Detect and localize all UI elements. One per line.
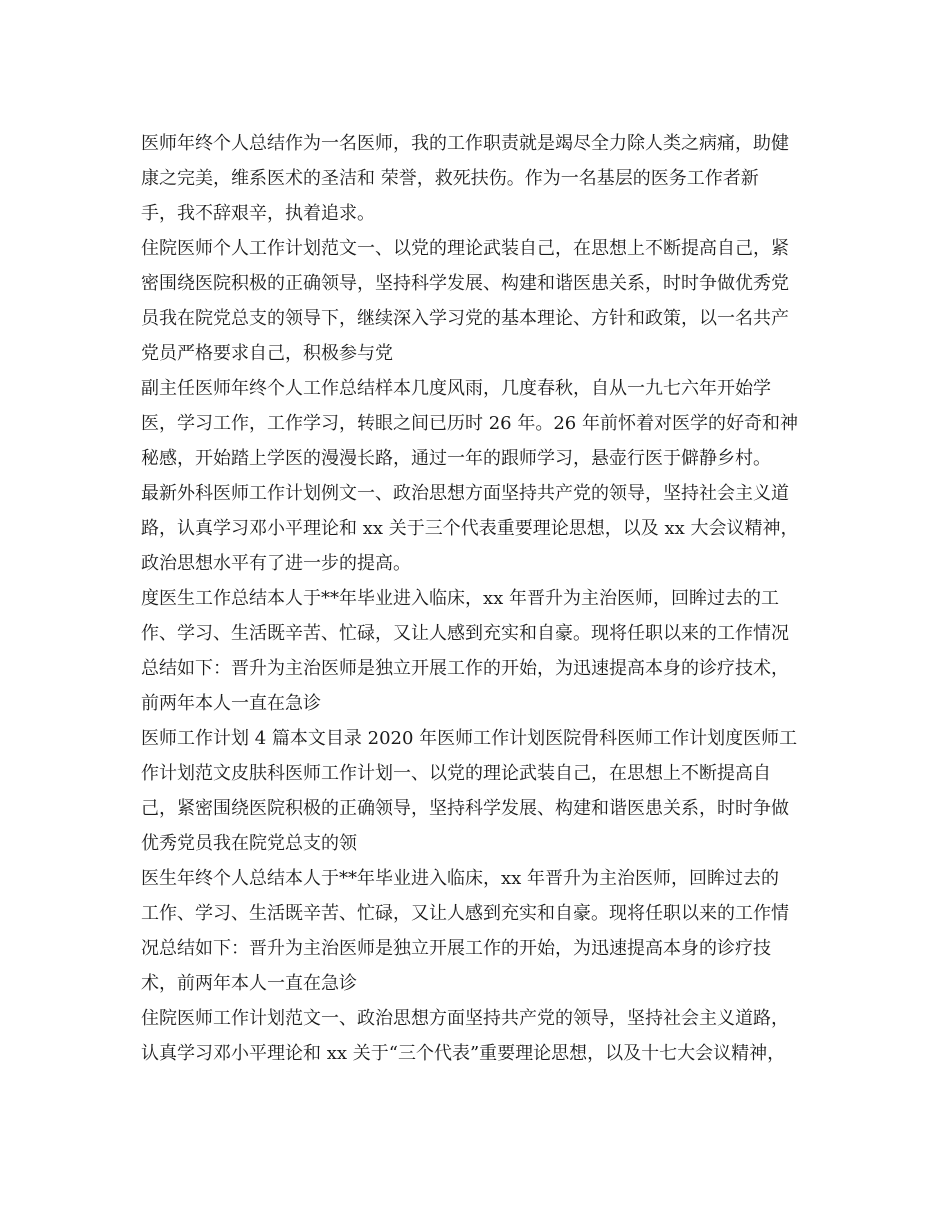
text-line: 医师年终个人总结作为一名医师，我的工作职责就是竭尽全力除人类之病痛，助健 [141,133,789,154]
text-line: 工作、学习、生活既辛苦、忙碌，又让人感到充实和自豪。现将任职以来的工作情 [141,903,789,924]
document-body [141,126,813,1071]
paragraph [141,721,813,861]
text-line: 术，前两年本人一直在急诊 [141,973,357,994]
text-line: 手，我不辞艰辛，执着追求。 [141,203,375,224]
paragraph [141,371,813,476]
text-line: 作、学习、生活既辛苦、忙碌，又让人感到充实和自豪。现将任职以来的工作情况 [141,623,789,644]
text-line: 员我在院党总支的领导下，继续深入学习党的基本理论、方针和政策，以一名共产 [141,308,789,329]
paragraph [141,1001,813,1071]
text-line: 度医生工作总结本人于**年毕业进入临床，xx 年晋升为主治医师，回眸过去的工 [141,588,780,609]
text-line: 优秀党员我在院党总支的领 [141,833,357,854]
text-line: 住院医师个人工作计划范文一、以党的理论武装自己，在思想上不断提高自己，紧 [141,238,789,259]
text-line: 医生年终个人总结本人于**年毕业进入临床，xx 年晋升为主治医师，回眸过去的 [141,868,780,889]
text-line: 总结如下：晋升为主治医师是独立开展工作的开始，为迅速提高本身的诊疗技术， [141,658,789,679]
text-line: 己，紧密围绕医院积极的正确领导，坚持科学发展、构建和谐医患关系，时时争做 [141,798,789,819]
text-line: 前两年本人一直在急诊 [141,693,321,714]
text-line: 秘感，开始踏上学医的漫漫长路，通过一年的跟师学习，悬壶行医于僻静乡村。 [141,448,771,469]
paragraph [141,861,813,1001]
text-line: 认真学习邓小平理论和 xx 关于“三个代表”重要理论思想，以及十七大会议精神， [141,1043,786,1064]
text-line: 副主任医师年终个人工作总结样本几度风雨，几度春秋，自从一九七六年开始学 [141,378,771,399]
text-line: 况总结如下：晋升为主治医师是独立开展工作的开始，为迅速提高本身的诊疗技 [141,938,771,959]
text-line: 党员严格要求自己，积极参与党 [141,343,393,364]
paragraph [141,126,813,231]
text-line: 最新外科医师工作计划例文一、政治思想方面坚持共产党的领导，坚持社会主义道 [141,483,789,504]
text-line: 政治思想水平有了进一步的提高。 [141,553,411,574]
paragraph [141,581,813,721]
text-line: 住院医师工作计划范文一、政治思想方面坚持共产党的领导，坚持社会主义道路， [141,1008,789,1029]
text-line: 路，认真学习邓小平理论和 xx 关于三个代表重要理论思想，以及 xx 大会议精神， [141,518,799,539]
text-line: 医师工作计划 4 篇本文目录 2020 年医师工作计划医院骨科医师工作计划度医师工 [141,728,798,749]
paragraph [141,231,813,371]
text-line: 作计划范文皮肤科医师工作计划一、以党的理论武装自己，在思想上不断提高自 [141,763,771,784]
text-line: 密围绕医院积极的正确领导，坚持科学发展、构建和谐医患关系，时时争做优秀党 [141,273,789,294]
text-line: 医，学习工作，工作学习，转眼之间已历时 26 年。26 年前怀着对医学的好奇和神 [141,413,798,434]
paragraph [141,476,813,581]
text-line: 康之完美，维系医术的圣洁和 荣誉，救死扶伤。作为一名基层的医务工作者新 [141,168,759,189]
